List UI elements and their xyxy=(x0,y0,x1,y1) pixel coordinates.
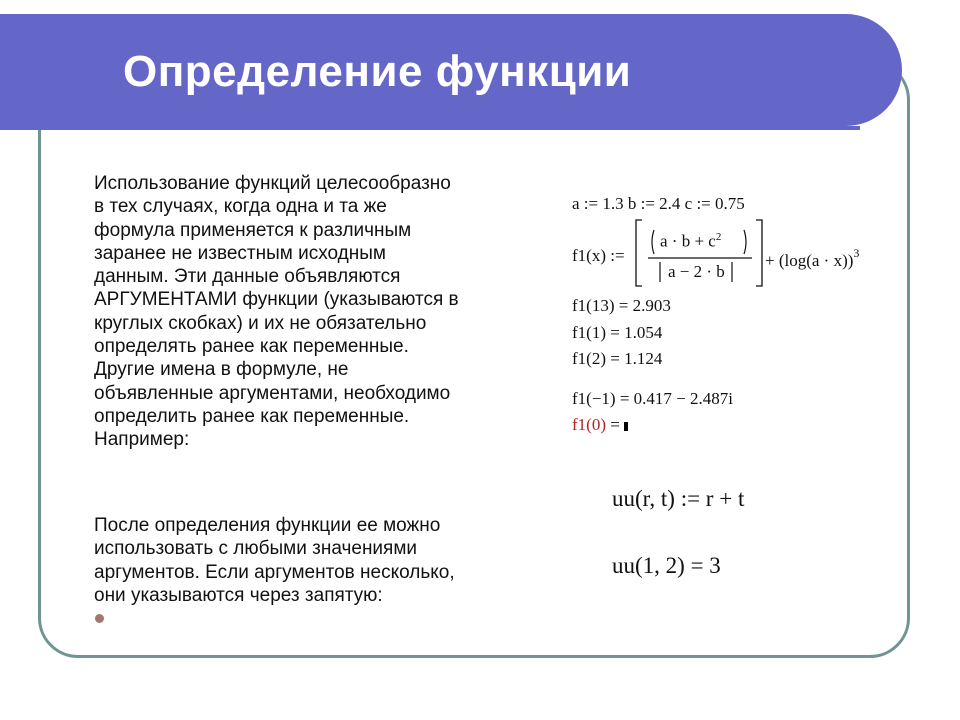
slide-title: Определение функции xyxy=(123,47,632,96)
math-result-4: f1(−1) = 0.417 − 2.487i xyxy=(572,389,733,408)
math-f1-denominator: a − 2 · b xyxy=(668,262,725,281)
bullet-dot xyxy=(95,614,104,623)
title-underline xyxy=(0,126,860,130)
math-result-5 xyxy=(572,415,628,435)
math-result-3: f1(2) = 1.124 xyxy=(572,349,663,368)
math-variables: a := 1.3 b := 2.4 c := 0.75 xyxy=(572,194,745,213)
math-uu-evaluation: uu(1, 2) = 3 xyxy=(612,553,721,578)
text-cursor xyxy=(624,422,628,431)
paragraph-usage: После определения функции ее можно использовать с любыми значениями аргументов. Если аргументов несколько, они указываются через запятую: xyxy=(94,515,455,606)
math-f1-numerator-exponent: 2 xyxy=(715,231,722,243)
paragraph-definition: Использование функций целесообразно в тех случаях, когда одна и та же формула применяется к различным заранее не известным исходным данным. Эти данные объявляются АРГУМЕНТАМИ функции (указываются в круглых скобках) и их не обязательно определять ранее как переменные. Другие имена в формуле, не объявленные аргументами, необходимо определить ранее как переменные. Например: xyxy=(94,173,459,451)
math-f1-numerator-text: a · b + c xyxy=(660,231,716,251)
math-result-1: f1(13) = 2.903 xyxy=(572,296,671,315)
math-f1-tail-text: + (log(a · x)) xyxy=(765,251,854,270)
math-error-eq: = xyxy=(610,415,620,434)
math-error-expr: f1(0) xyxy=(572,415,606,434)
math-uu-definition: uu(r, t) := r + t xyxy=(612,486,745,511)
math-f1-tail-exponent: 3 xyxy=(853,246,860,260)
math-result-2: f1(1) = 1.054 xyxy=(572,323,663,342)
math-f1-tail xyxy=(765,246,859,271)
math-f1-lhs: f1(x) := xyxy=(572,246,625,265)
math-f1-numerator xyxy=(660,231,721,252)
